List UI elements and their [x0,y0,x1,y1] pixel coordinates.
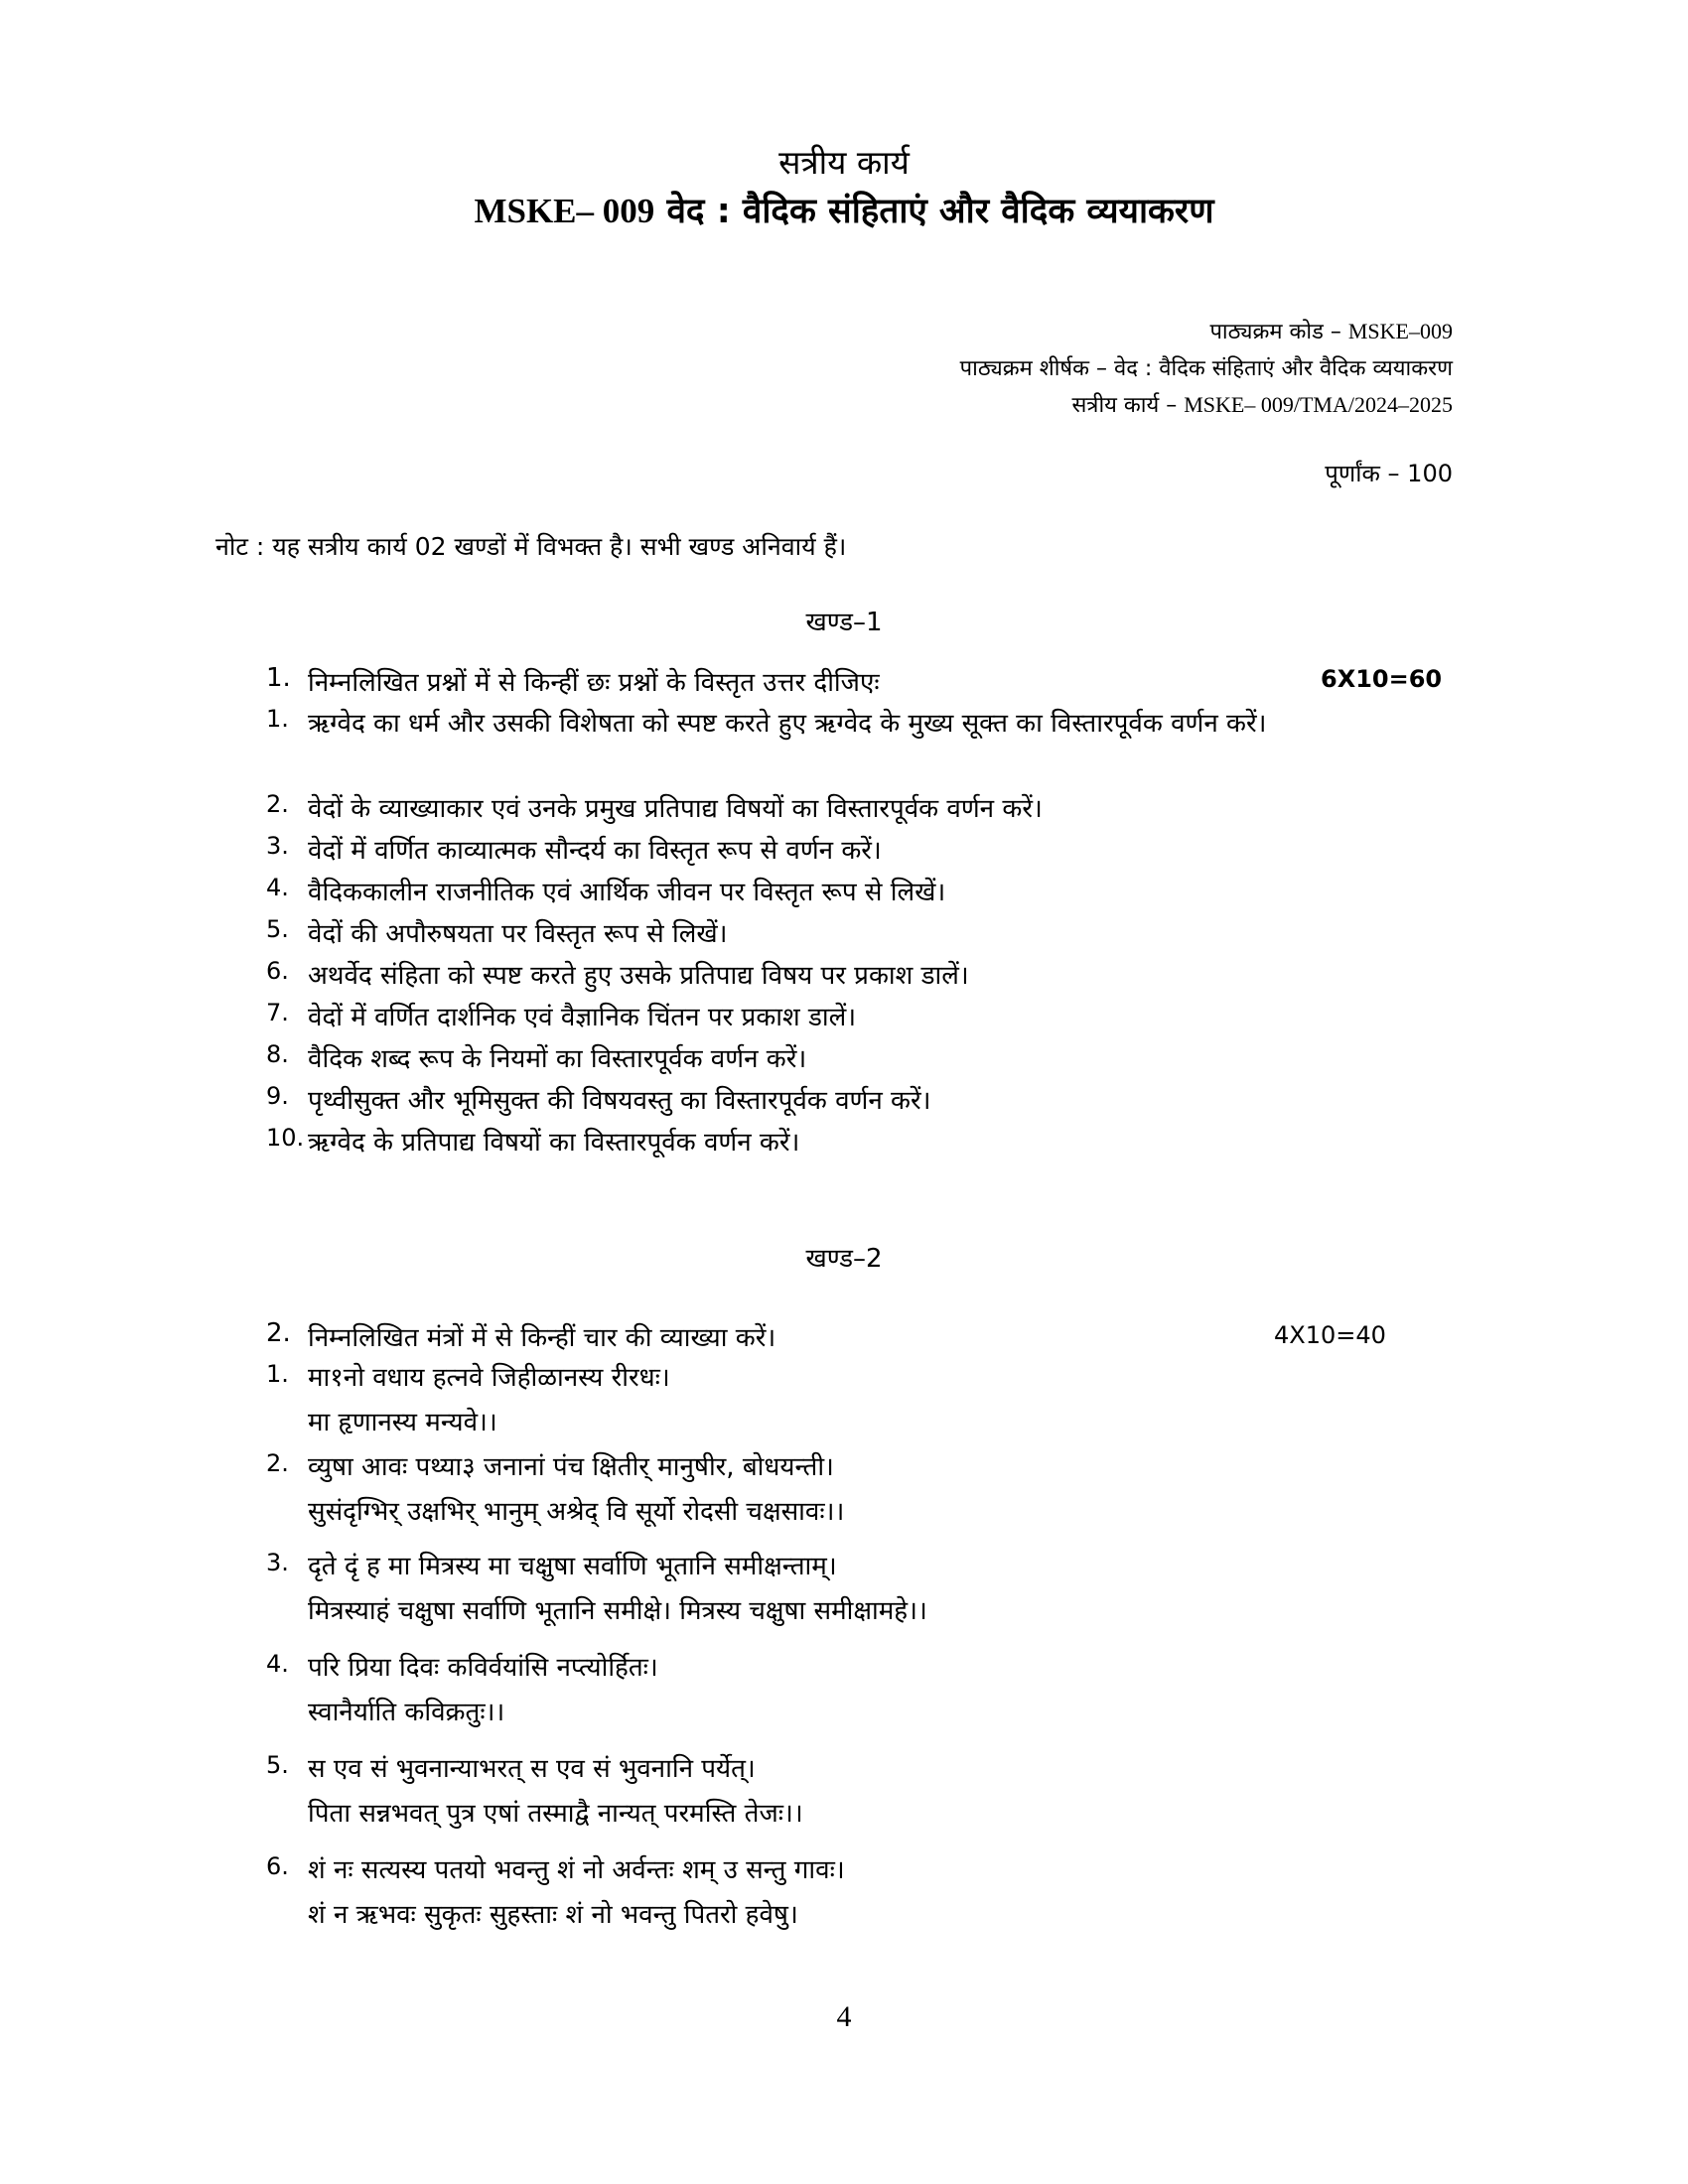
section-1-marks: 6X10=60 [1321,665,1443,693]
mantra-line: शं नः सत्यस्य पतयो भवन्तु शं नो अर्वन्तः शम् उ सन्तु गावः। [308,1855,845,1885]
mantra-number: 2. [266,1449,289,1477]
mantra-line: स्वानैर्याति कविक्रतुः।। [308,1698,505,1727]
note: नोट : यह सत्रीय कार्य 02 खण्डों में विभक्त है। सभी खण्ड अनिवार्य हैं। [215,532,847,561]
mantra [266,1356,1438,1445]
max-marks: पूर्णांक – 100 [1325,460,1453,487]
item-number: 6. [266,957,289,985]
item-text: अथर्वेद संहिता को स्पष्ट करते हुए उसके प्रतिपाद्य विषय पर प्रकाश डालें। [308,961,969,991]
mantra-line: सुसंदृग्भिर् उक्षभिर् भानुम् अश्रेद् वि सूर्यो रोदसी चक्षसावः।। [308,1497,845,1527]
course-title-line: पाठ्यक्रम शीर्षक – वेद : वैदिक संहिताएं और वैदिक व्ययाकरण [959,356,1453,381]
course-code-line [1209,316,1453,345]
item-text: ऋग्वेद का धर्म और उसकी विशेषता को स्पष्ट करते हुए ऋग्वेद के मुख्य सूक्त का विस्तारपूर्वक वर्णन करें। [308,709,1267,739]
mantra [266,1848,1438,1938]
item-number: 5. [266,915,289,943]
course-title [0,187,1688,233]
item-text: वेदों में वर्णित दार्शनिक एवं वैज्ञानिक चिंतन पर प्रकाश डालें। [308,1003,857,1032]
list-item [266,997,1438,1038]
mantra-line: पिता सन्नभवत् पुत्र एषां तस्माद्वै नान्यत् परमस्ति तेजः।। [308,1799,803,1829]
course-title-code: MSKE– 009 [474,192,655,230]
item-text: वैदिक शब्द रूप के नियमों का विस्तारपूर्वक वर्णन करें। [308,1044,807,1074]
item-number: 9. [266,1082,289,1110]
mantra-line: मा१नो वधाय हत्नवे जिहीळानस्य रीरधः। [308,1363,670,1393]
section-1-heading: खण्ड–1 [805,608,883,637]
assignment-code-label: सत्रीय कार्य – [1071,393,1185,418]
question-number: 2. [266,1318,291,1348]
mantra-line: स एव सं भुवनान्याभरत् स एव सं भुवनानि पर्येत्। [308,1754,756,1784]
item-text: वेदों में वर्णित काव्यात्मक सौन्दर्य का विस्तृत रूप से वर्णन करें। [308,836,882,866]
item-text: वेदों की अपौरुषयता पर विस्तृत रूप से लिखें। [308,919,728,949]
mantra-line: व्युषा आवः पथ्या३ जनानां पंच क्षितीर् मानुषीर, बोधयन्ती। [308,1452,834,1482]
list-item [266,1038,1438,1080]
mantra-number: 6. [266,1852,289,1880]
question-number: 1. [266,663,291,693]
item-text: वैदिककालीन राजनीतिक एवं आर्थिक जीवन पर विस्तृत रूप से लिखें। [308,878,946,907]
mantra-number: 5. [266,1751,289,1779]
mantra [266,1646,1438,1735]
list-item [266,1080,1438,1122]
assignment-title: सत्रीय कार्य [778,143,910,182]
item-number: 10. [266,1124,305,1152]
mantra-number: 4. [266,1650,289,1678]
question-text: निम्नलिखित मंत्रों में से किन्हीं चार की व्याख्या करें। [308,1323,776,1353]
list-item [266,830,1438,872]
mantra [266,1445,1438,1535]
page-number: 4 [836,2000,852,2033]
mantra-line: मित्रस्याहं चक्षुषा सर्वाणि भूतानि समीक्षे। मित्रस्य चक्षुषा समीक्षामहे।। [308,1596,927,1626]
course-code-value: MSKE–009 [1347,319,1453,343]
list-item [266,788,1438,830]
item-text: ऋग्वेद के प्रतिपाद्य विषयों का विस्तारपूर्वक वर्णन करें। [308,1128,800,1158]
list-item [266,872,1438,913]
item-number: 4. [266,874,289,901]
mantra-number: 3. [266,1549,289,1576]
assignment-code-line [1071,389,1453,419]
mantra-line: दृते दृं ह मा मित्रस्य मा चक्षुषा सर्वाणि भूतानि समीक्षन्ताम्। [308,1552,837,1581]
mantra-line: शं न ऋभवः सुकृतः सुहस्ताः शं नो भवन्तु पितरो हवेषु। [308,1900,798,1930]
mantra-line: मा हृणानस्य मन्यवे।। [308,1408,497,1437]
item-number: 8. [266,1040,289,1068]
question-text: निम्नलिखित प्रश्नों में से किन्हीं छः प्रश्नों के विस्तृत उत्तर दीजिएः [308,668,880,698]
item-number: 3. [266,832,289,860]
item-number: 1. [266,705,289,733]
section-2-marks: 4X10=40 [1274,1321,1386,1349]
list-item [266,913,1438,955]
item-text: वेदों के व्याख्याकार एवं उनके प्रमुख प्रतिपाद्य विषयों का विस्तारपूर्वक वर्णन करें। [308,794,1043,824]
course-title-text: वेद : वैदिक संहिताएं और वैदिक व्ययाकरण [654,192,1214,231]
list-item [266,1122,1438,1163]
list-item [266,703,1438,745]
assignment-code-value: MSKE– 009/TMA/2024–2025 [1184,392,1453,417]
item-text: पृथ्वीसुक्त और भूमिसुक्त की विषयवस्तु का विस्तारपूर्वक वर्णन करें। [308,1086,931,1116]
mantra [266,1747,1438,1837]
item-number: 2. [266,790,289,818]
mantra-line: परि प्रिया दिवः कविर्वयांसि नप्त्योर्हितः। [308,1653,658,1683]
course-code-label: पाठ्यक्रम कोड – [1209,320,1348,344]
list-item [266,955,1438,997]
item-number: 7. [266,999,289,1026]
mantra-number: 1. [266,1360,289,1388]
mantra [266,1545,1438,1634]
section-2-heading: खण्ड–2 [805,1244,883,1274]
